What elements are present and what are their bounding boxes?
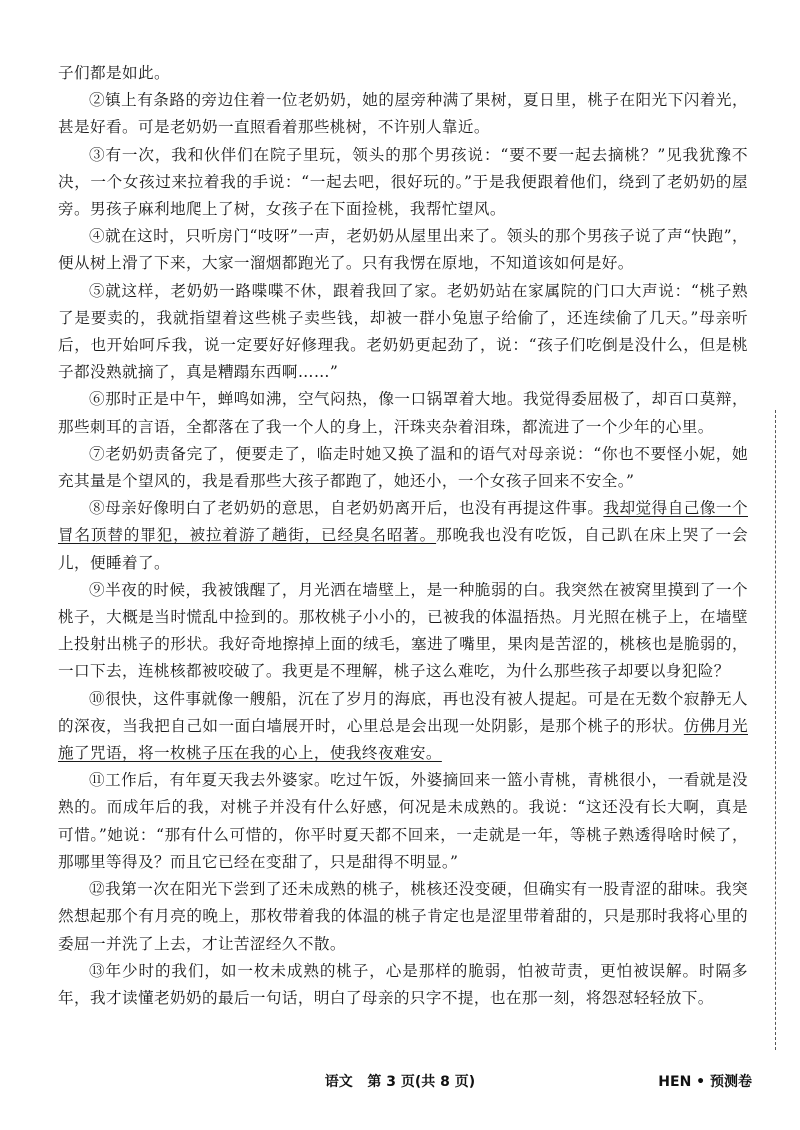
paragraph: [58, 223, 748, 277]
paragraph: [58, 495, 748, 577]
paragraph: [58, 577, 748, 686]
paragraph-text: ⑦老奶奶责备完了，便要走了，临走时她又换了温和的语气对母亲说：“你也不要怪小妮，她充其量是个望风的，我是看那些大孩子都跑了，她还小，一个女孩子回来不安全。”: [58, 444, 748, 491]
binding-cut-line: [775, 410, 776, 1050]
footer-series: HEN • 预测卷: [658, 1074, 752, 1090]
page-footer: [0, 1069, 800, 1093]
underlined-sentence: 仿佛月光施了咒语，将一枚桃子压在我的心上，使我终夜难安。: [58, 716, 748, 763]
paragraph-text: 子们都是如此。: [58, 64, 170, 82]
passage-text: [58, 60, 748, 1012]
footer-page-number: 第 3 页(共 8 页): [367, 1074, 476, 1090]
paragraph: [58, 60, 748, 87]
footer-subject: 语文: [324, 1074, 353, 1090]
paragraph-text: ⑥那时正是中午，蝉鸣如沸，空气闷热，像一口锅罩着大地。我觉得委屈极了，却百口莫辩，那些刺耳的言语，全都落在了我一个人的身上，汗珠夹杂着泪珠，都流进了一个少年的心里。: [58, 390, 748, 436]
paragraph: [58, 958, 748, 1012]
paragraph-text: ②镇上有条路的旁边住着一位老奶奶，她的屋旁种满了果树，夏日里，桃子在阳光下闪着光，甚是好看。可是老奶奶一直照看着那些桃树，不许别人靠近。: [58, 91, 748, 137]
paragraph-text: ③有一次，我和伙伴们在院子里玩，领头的那个男孩说：“要不要一起去摘桃？”见我犹豫不决，一个女孩过来拉着我的手说：“一起去吧，很好玩的。”于是我便跟着他们，绕到了老奶奶的屋旁。男孩子麻利地爬上了树，女孩子在下面捡桃，我帮忙望风。: [58, 145, 748, 219]
paragraph-text: ⑤就这样，老奶奶一路喋喋不休，跟着我回了家。老奶奶站在家属院的门口大声说：“桃子熟了是要卖的，我就指望着这些桃子卖些钱，却被一群小兔崽子给偷了，还连续偷了几天。”母亲听后，也开始呵斥我，说一定要好好修理我。老奶奶更起劲了，说：“孩子们吃倒是没什么，但是桃子都没熟就摘了，真是糟蹋东西啊……”: [58, 281, 748, 382]
paragraph-text: ⑬年少时的我们，如一枚未成熟的桃子，心是那样的脆弱，怕被苛责，更怕被误解。时隔多年，我才读懂老奶奶的最后一句话，明白了母亲的只字不提，也在那一刻，将怨怼轻轻放下。: [58, 961, 748, 1007]
paragraph: [58, 87, 748, 141]
paragraph-text: ④就在这时，只听房门“吱呀”一声，老奶奶从屋里出来了。领头的那个男孩子说了声“快跑”，便从树上滑了下来，大家一溜烟都跑光了。只有我愣在原地，不知道该如何是好。: [58, 227, 748, 273]
paragraph: [58, 686, 748, 768]
paragraph: [58, 278, 748, 387]
paragraph-text: ⑫我第一次在阳光下尝到了还未成熟的桃子，桃核还没变硬，但确实有一股青涩的甜味。我突然想起那个有月亮的晚上，那枚带着我的体温的桃子肯定也是涩里带着甜的，只是那时我将心里的委屈一并洗了上去，才让苦涩经久不散。: [58, 880, 748, 953]
paragraph: [58, 441, 748, 495]
paragraph-text: ⑩很快，这件事就像一艘船，沉在了岁月的海底，再也没有被人提起。可是在无数个寂静无人的深夜，当我把自己如一面白墙展开时，心里总是会出现一处阴影，是那个桃子的形状。: [58, 689, 748, 735]
paragraph: [58, 876, 748, 958]
paragraph: [58, 142, 748, 224]
paragraph: [58, 386, 748, 440]
paragraph-text: ⑨半夜的时候，我被饿醒了，月光洒在墙壁上，是一种脆弱的白。我突然在被窝里摸到了一个桃子，大概是当时慌乱中捡到的。那枚桃子小小的，已被我的体温捂热。月光照在桃子上，在墙壁上投射出桃子的形状。我好奇地擦掉上面的绒毛，塞进了嘴里，果肉是苦涩的，桃核也是脆弱的，一口下去，连桃核都被咬破了。我更是不理解，桃子这么难吃，为什么那些孩子却要以身犯险？: [58, 580, 748, 681]
underlined-sentence: 我却觉得自己像一个冒名顶替的罪犯，被拉着游了趟街，已经臭名昭著。: [58, 499, 748, 545]
paragraph: [58, 767, 748, 876]
paragraph-text: ⑪工作后，有年夏天我去外婆家。吃过午饭，外婆摘回来一篮小青桃，青桃很小，一看就是没熟的。而成年后的我，对桃子并没有什么好感，何况是未成熟的。我说：“这还没有长大啊，真是可惜。”她说：“那有什么可惜的，你平时夏天都不回来，一走就是一年，等桃子熟透得啥时候了，那哪里等得及？而且它已经在变甜了，只是甜得不明显。”: [58, 771, 748, 871]
paragraph-text: 那晚我也没有吃饭，自己趴在床上哭了一会儿，便睡着了。: [58, 526, 749, 572]
paragraph-text: ⑧母亲好像明白了老奶奶的意思，自老奶奶离开后，也没有再提这件事。: [89, 499, 604, 518]
